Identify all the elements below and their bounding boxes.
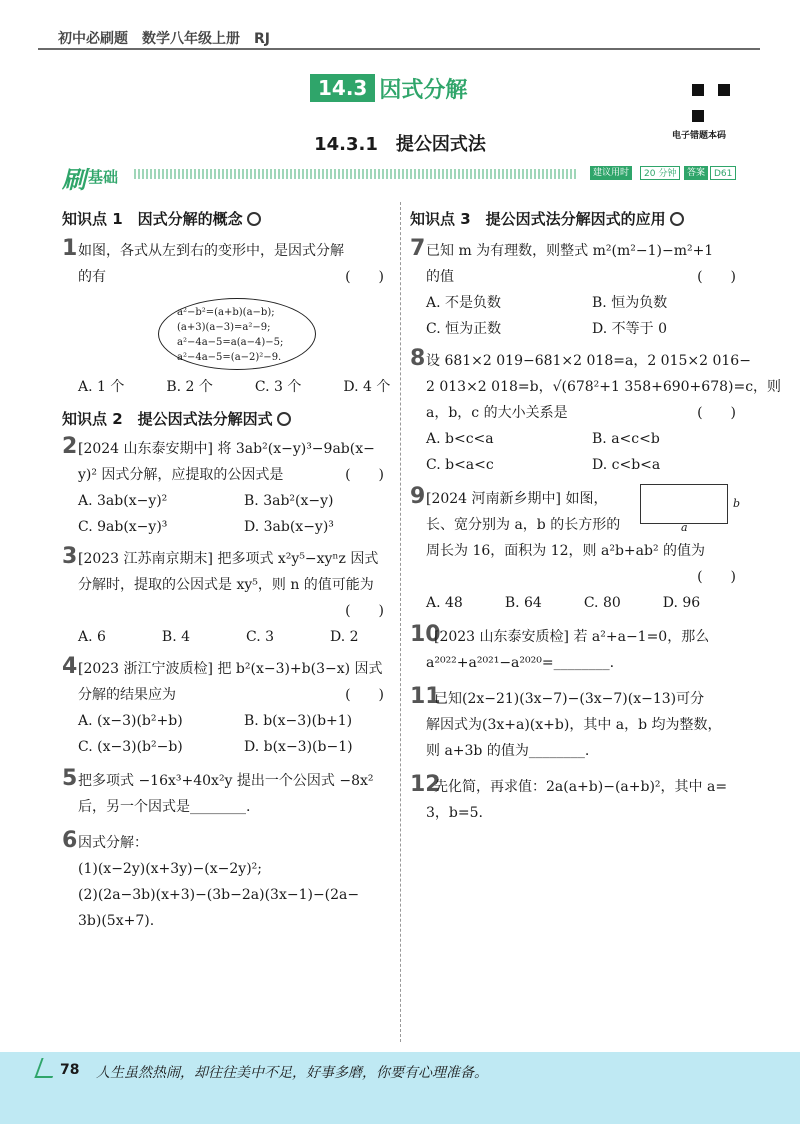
q4-option-a: A. (x−3)(b²+b): [78, 713, 183, 729]
q7-line2: 的值: [426, 269, 454, 285]
book-title: 初中必刷题 数学八年级上册 RJ: [58, 31, 270, 47]
q9-line2: 长、宽分别为 a，b 的长方形的: [426, 517, 621, 533]
footer-motto: 人生虽然热闹，却往往美中不足，好事多磨，你要有心理准备。: [96, 1065, 488, 1081]
q2-option-d: D. 3ab(x−y)³: [244, 519, 334, 535]
q11-line2: 解因式为(3x+a)(x+b)，其中 a，b 均为整数，: [426, 717, 722, 733]
q12-line1: 先化简，再求值：2a(a+b)−(a+b)²，其中 a=: [434, 779, 728, 795]
rect-label-b: b: [733, 497, 741, 510]
time-value: 20 分钟: [640, 166, 680, 180]
q9-options: A. 48 B. 64 C. 80 D. 96: [426, 595, 701, 611]
q4-answer-paren[interactable]: ( ): [345, 687, 384, 703]
column-divider: [400, 202, 401, 1042]
q1-line2: 的有: [78, 269, 106, 285]
q8-option-a: A. b<c<a: [426, 431, 494, 447]
rect-label-a: a: [681, 521, 688, 534]
q9-number: 9: [410, 484, 426, 509]
kp2-heading: [62, 406, 384, 432]
q6-part1: (1)(x−2y)(x+3y)−(x−2y)²;: [78, 861, 262, 877]
q4-option-d: D. b(x−3)(b−1): [244, 739, 353, 755]
q4-line1: [2023 浙江宁波质检] 把 b²(x−3)+b(3−x) 因式: [78, 661, 383, 677]
banner-stripe: [134, 169, 578, 179]
q2-option-c: C. 9ab(x−y)³: [78, 519, 168, 535]
q9-line1: [2024 河南新乡期中] 如图，: [426, 491, 608, 507]
page-number: 78: [60, 1062, 80, 1078]
q2-number: 2: [62, 434, 78, 459]
q6-part2-cont: 3b)(5x+7).: [78, 913, 155, 929]
q8-line2: 2 013×2 018=b，√(678²+1 358+690+678)=c，则: [426, 379, 782, 395]
kp1-text: 知识点 1 因式分解的概念: [62, 210, 243, 228]
q7-option-a: A. 不是负数: [426, 295, 502, 311]
q11-line1: 已知(2x−21)(3x−7)−(3x−7)(x−13)可分: [434, 691, 705, 707]
q4-line2: 分解的结果应为: [78, 687, 176, 703]
kp3-heading: [410, 206, 736, 232]
chapter-title: 因式分解: [379, 77, 468, 103]
q12-number: 12: [410, 772, 441, 797]
q1-options: A. 1 个 B. 2 个 C. 3 个 D. 4 个: [78, 379, 391, 395]
q8-option-c: C. b<a<c: [426, 457, 494, 473]
q3-line2: 分解时，提取的公因式是 xy⁵，则 n 的值可能为: [78, 577, 374, 593]
kp1-heading: [62, 206, 384, 232]
target-icon: [670, 212, 684, 226]
q10-line1: [2023 山东泰安质检] 若 a²+a−1=0，那么: [434, 629, 710, 645]
q6-part2: (2)(2a−3b)(x+3)−(3b−2a)(3x−1)−(2a−: [78, 887, 360, 903]
q3-line1: [2023 江苏南京期末] 把多项式 x²y⁵−xyⁿz 因式: [78, 551, 379, 567]
q10-number: 10: [410, 622, 441, 647]
answer-page: D61: [710, 166, 736, 180]
q3-number: 3: [62, 544, 78, 569]
q7-option-c: C. 恒为正数: [426, 321, 502, 337]
answer-label: 答案: [684, 166, 708, 180]
q8-option-b: B. a<c<b: [592, 431, 660, 447]
q5-line2: 后，另一个因式是________.: [78, 799, 251, 815]
q12-line2: 3，b=5.: [426, 805, 483, 821]
q8-line3: a，b，c 的大小关系是: [426, 405, 568, 421]
q9-line3: 周长为 16，面积为 12，则 a²b+ab² 的值为: [426, 543, 706, 559]
q8-answer-paren[interactable]: ( ): [697, 405, 736, 421]
q4-option-c: C. (x−3)(b²−b): [78, 739, 183, 755]
q6-line1: 因式分解：: [78, 835, 148, 851]
qr-label: 电子错题本码: [672, 131, 727, 141]
q8-number: 8: [410, 346, 426, 371]
q8-line1: 设 681×2 019−681×2 018=a，2 015×2 016−: [426, 353, 751, 369]
banner-shua: 刷: [62, 166, 86, 194]
q7-number: 7: [410, 236, 426, 261]
q2-option-b: B. 3ab²(x−y): [244, 493, 334, 509]
q1-equation-3: a²−4a−5=a(a−4)−5;: [177, 337, 284, 348]
q1-equation-2: (a+3)(a−3)=a²−9;: [177, 322, 271, 333]
q2-line1: [2024 山东泰安期中] 将 3ab²(x−y)³−9ab(x−: [78, 441, 375, 457]
q2-option-a: A. 3ab(x−y)²: [78, 493, 168, 509]
chapter-heading: [310, 72, 467, 104]
q1-equation-1: a²−b²=(a+b)(a−b);: [177, 307, 275, 318]
q5-number: 5: [62, 766, 78, 791]
q2-answer-paren[interactable]: ( ): [345, 467, 384, 483]
q11-line3: 则 a+3b 的值为________.: [426, 743, 590, 759]
q9-rectangle-figure: [640, 484, 741, 534]
q3-answer-paren[interactable]: ( ): [345, 603, 384, 619]
q4-number: 4: [62, 654, 78, 679]
target-icon: [277, 412, 291, 426]
basic-banner: [62, 160, 738, 194]
q1-number: 1: [62, 236, 78, 261]
q7-line1: 已知 m 为有理数，则整式 m²(m²−1)−m²+1: [426, 243, 714, 259]
q1-equation-4: a²−4a−5=(a−2)²−9.: [177, 352, 282, 363]
q7-option-d: D. 不等于 0: [592, 321, 667, 337]
kp2-text: 知识点 2 提公因式法分解因式: [62, 410, 273, 428]
q10-line2: a²⁰²²+a²⁰²¹−a²⁰²⁰=________.: [426, 655, 615, 671]
chapter-number: 14.3: [310, 74, 375, 102]
time-label: 建议用时: [590, 166, 632, 180]
q1-answer-paren[interactable]: ( ): [345, 269, 384, 285]
q6-number: 6: [62, 828, 78, 853]
q5-line1: 把多项式 −16x³+40x²y 提出一个公因式 −8x²: [78, 773, 374, 789]
q7-answer-paren[interactable]: ( ): [697, 269, 736, 285]
q9-answer-paren[interactable]: ( ): [697, 569, 736, 585]
q11-number: 11: [410, 684, 441, 709]
banner-ji: 基础: [88, 168, 119, 186]
kp3-text: 知识点 3 提公因式法分解因式的应用: [410, 210, 666, 228]
q8-option-d: D. c<b<a: [592, 457, 661, 473]
q1-ellipse-figure: [158, 298, 316, 370]
q4-option-b: B. b(x−3)(b+1): [244, 713, 353, 729]
q2-line2: y)² 因式分解，应提取的公因式是: [78, 467, 284, 483]
page-header: [38, 24, 760, 50]
q7-option-b: B. 恒为负数: [592, 295, 668, 311]
target-icon: [247, 212, 261, 226]
q3-options: A. 6 B. 4 C. 3 D. 2: [78, 629, 359, 645]
section-title: 14.3.1 提公因式法: [314, 134, 486, 155]
q1-line1: 如图，各式从左到右的变形中，是因式分解: [78, 243, 344, 259]
qr-code-icon[interactable]: [690, 82, 732, 124]
